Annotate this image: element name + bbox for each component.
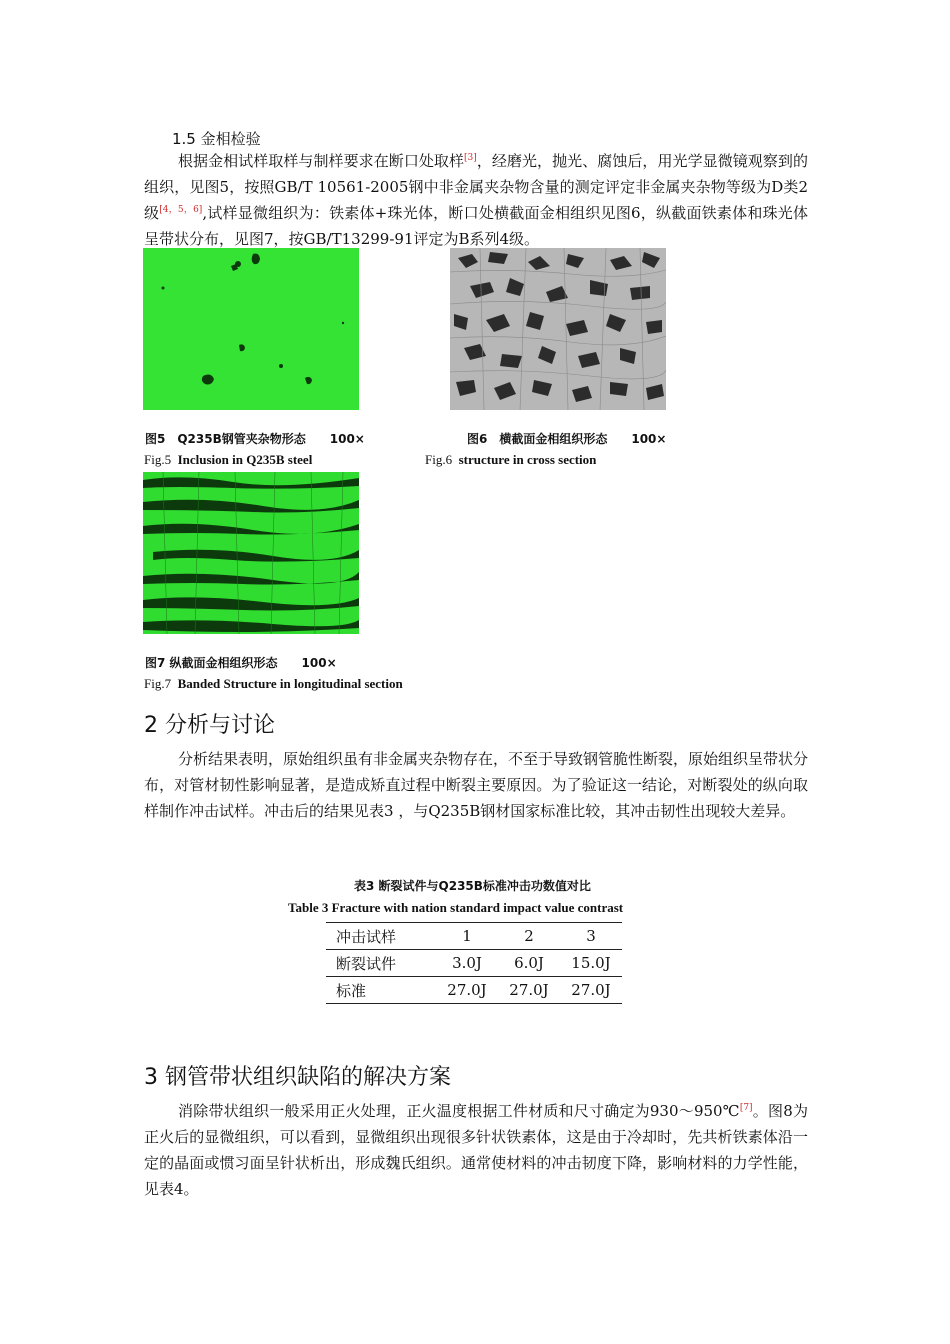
table-cell: 15.0J	[560, 950, 622, 977]
section-1-5-paragraph	[144, 148, 808, 252]
figure-7-caption-en	[144, 676, 403, 692]
fig-label: Fig.6	[425, 452, 453, 467]
section-2-paragraph	[144, 746, 808, 824]
fig-label: Fig.7	[144, 676, 172, 691]
table-cell: 27.0J	[436, 977, 498, 1004]
fig-label: Fig.5	[144, 452, 172, 467]
table-cell: 2	[498, 923, 560, 950]
table-row	[326, 977, 622, 1004]
citation-ref[interactable]: [3]	[464, 153, 477, 163]
impact-value-table	[326, 922, 622, 1004]
figure-6-caption-cn: 图6 横截面金相组织形态 100×	[467, 432, 667, 446]
figure-6-caption-en	[425, 452, 596, 468]
figure-7-image	[143, 472, 359, 634]
section-1-5-heading: 1.5 金相检验	[172, 130, 261, 148]
fig-title: Banded Structure in longitudinal section	[177, 676, 403, 691]
figure-7-caption-cn: 图7 纵截面金相组织形态 100×	[145, 656, 337, 670]
inclusion-micrograph	[143, 248, 359, 410]
fig-title: Inclusion in Q235B steel	[177, 452, 313, 467]
figure-5-caption-cn: 图5 Q235B钢管夹杂物形态 100×	[145, 432, 365, 446]
section-2-heading: 2 分析与讨论	[144, 713, 275, 738]
para-text: ，经磨光，抛光、腐蚀后，用光学显微镜观察到的组织，见图5，按照GB/T 10561-2005钢中非金属夹杂物含量的测定评定非金属夹杂物等级为D类2级	[144, 152, 808, 222]
table-cell: 3.0J	[436, 950, 498, 977]
para-text: ,试样显微组织为：铁素体+珠光体，断口处横截面金相组织见图6，纵截面铁素体和珠光体呈带状分布，见图7，按GB/T13299-91评定为B系列4级。	[144, 204, 809, 248]
figure-5-caption-en	[144, 452, 312, 468]
table-3	[326, 922, 622, 1004]
figure-5-image	[143, 248, 359, 410]
cross-section-micrograph	[450, 248, 666, 410]
table-cell: 标准	[326, 977, 436, 1004]
table-3-title-cn: 表3 断裂试件与Q235B标准冲击功数值对比	[354, 879, 591, 893]
section-3-heading: 3 钢管带状组织缺陷的解决方案	[144, 1065, 451, 1090]
fig-title: structure in cross section	[458, 452, 597, 467]
section-3-paragraph	[144, 1098, 808, 1202]
figure-6-image	[450, 248, 666, 410]
citation-ref[interactable]: [4，5，6]	[159, 205, 203, 215]
table-cell: 冲击试样	[326, 923, 436, 950]
table-cell: 6.0J	[498, 950, 560, 977]
table-header-row	[326, 923, 622, 950]
table-cell: 27.0J	[560, 977, 622, 1004]
banded-micrograph	[143, 472, 359, 634]
table-3-title-en: Table 3 Fracture with nation standard impact value contrast	[288, 900, 624, 915]
table-row	[326, 950, 622, 977]
para-text: 分析结果表明，原始组织虽有非金属夹杂物存在，不至于导致钢管脆性断裂，原始组织呈带状分布，对管材韧性影响显著，是造成矫直过程中断裂主要原因。为了验证这一结论，对断裂处的纵向取样制作冲击试样。冲击后的结果见表3 ，与Q235B钢材国家标准比较，其冲击韧性出现较大差异。	[144, 750, 809, 820]
table-cell: 27.0J	[498, 977, 560, 1004]
table-cell: 1	[436, 923, 498, 950]
citation-ref[interactable]: [7]	[739, 1103, 753, 1113]
para-text: 。图8为正火后的显微组织，可以看到，显微组织出现很多针状铁素体，这是由于冷却时，先共析铁素体沿一定的晶面或惯习面呈针状析出，形成魏氏组织。通常使材料的冲击韧度下降，影响材料的力学性能，见表4。	[144, 1102, 808, 1198]
table-cell: 3	[560, 923, 622, 950]
table-cell: 断裂试件	[326, 950, 436, 977]
para-text: 根据金相试样取样与制样要求在断口处取样	[178, 152, 465, 170]
para-text: 消除带状组织一般采用正火处理，正火温度根据工件材质和尺寸确定为930～950℃	[178, 1102, 740, 1120]
